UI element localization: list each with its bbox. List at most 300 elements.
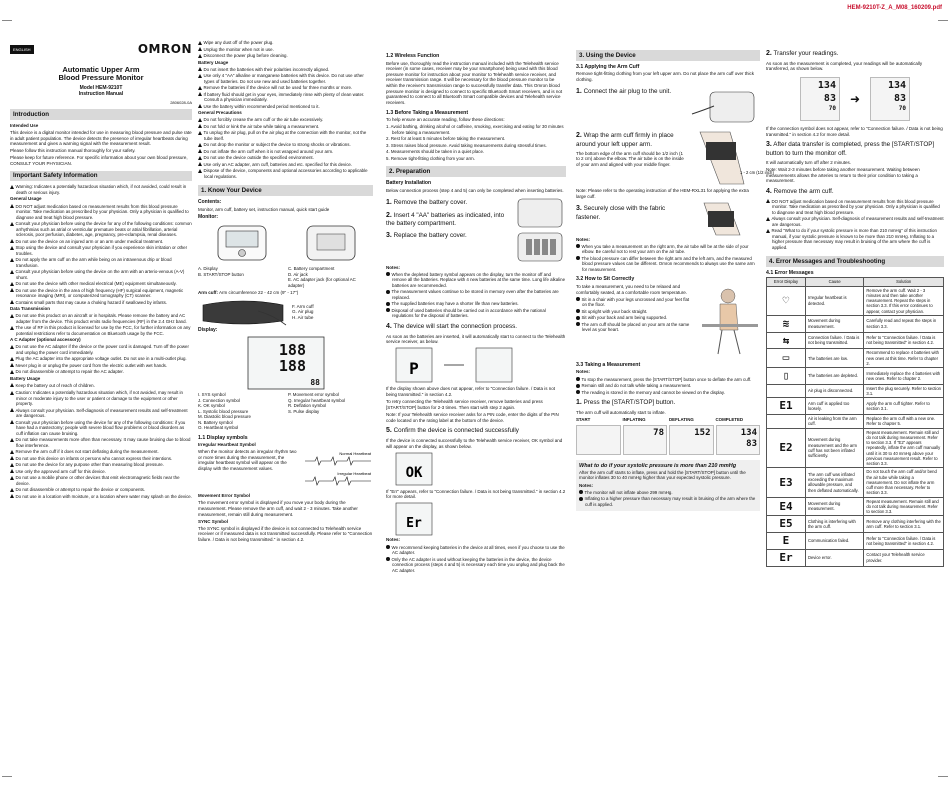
table-row [767, 533, 944, 550]
bullet-icon [576, 256, 580, 260]
battery-illustration [514, 195, 566, 265]
phase-diastolic: 83 [746, 439, 757, 450]
section-errors: 4. Error Messages and Troubleshooting [766, 256, 944, 267]
phase-panel [669, 417, 714, 457]
connection-process-display [386, 346, 556, 386]
warning-icon [10, 450, 14, 454]
ac-adapter-heading: A C Adapter (optional accessory) [10, 337, 81, 343]
power-plug-list [198, 40, 373, 59]
list-item: If battery fluid should get in your eyes, immediately rinse with plenty of clean water. Consult a physician immediately. [198, 92, 373, 103]
list-item: 5. Remove tight-fitting clothing from your arm. [386, 155, 475, 161]
phase-lcd [623, 425, 668, 455]
transfer-lcd-before: 134 83 70 [800, 77, 840, 121]
step-1: 1. Remove the battery cover. [386, 198, 468, 206]
legend-item: D. Air jack [288, 271, 308, 277]
title-line-2: Blood Pressure Monitor [58, 73, 144, 83]
applying-cuff-text: Remove tight-fitting clothing from your left upper arm. Do not place the arm cuff over thick clothing. [576, 71, 754, 82]
phase-label: DEFLATING [669, 417, 694, 423]
list-item: 1. Avoid bathing, drinking alcohol or caffeine, smoking, exercising and eating for 30 minutes before taking a measurement. [386, 124, 564, 135]
error-cause-cell: Communication failed. [805, 533, 863, 550]
col-header-cause: Cause [805, 278, 863, 286]
intro-text-2: Please follow this instruction manual thoroughly for your safety. [10, 148, 136, 154]
apply-step-1-row [576, 84, 760, 128]
list-item: Remain still and do not talk while taking a measurement. [576, 383, 760, 389]
section-using-device: 3. Using the Device [576, 50, 760, 61]
svg-text:Er: Er [406, 516, 422, 532]
warning-icon [10, 326, 14, 330]
model-number: Model HEM-9210T [79, 84, 123, 91]
warning-icon [10, 469, 14, 473]
table-row [767, 398, 944, 415]
list-item: To stop the measurement, press the [START/STOP] button once to deflate the arm cuff. [576, 377, 760, 383]
callout-notes-label: Notes: [579, 482, 594, 488]
document-code: 2806028-0A [170, 100, 192, 105]
error-cause-cell: Clothing is interfering with the arm cuff. [805, 516, 863, 533]
step-power-off: 3. After data transfer is completed, press the [START/STOP] button to turn the monitor off. [766, 141, 935, 157]
col-header-solution: Solution [864, 278, 944, 286]
list-item: Remove the batteries if the device will not be used for three months or more. [198, 85, 373, 91]
error-code-cell: E4 [767, 497, 806, 516]
warning-icon [198, 149, 202, 153]
list-item: Always consult your physician. Self-diagnosis of measurement results and self-treatment are dangerous. [766, 216, 944, 227]
title-line-1: Automatic Upper Arm [62, 65, 140, 74]
list-item: 2. Rest for at least 5 minutes before taking the measurement. [386, 136, 506, 142]
list-item: Do not use the AC adapter if the device or the power cord is damaged. Turn off the power and unplug the power cord immediately. [10, 344, 192, 355]
table-row [767, 332, 944, 349]
error-code-cell: ≋ [767, 315, 806, 332]
list-item: Stop using the device and consult your physician if you experience skin irritation or other troubles. [10, 245, 192, 256]
warning-icon [198, 41, 202, 45]
ihb-title: Irregular Heartbeat Symbol [198, 442, 256, 447]
table-row [767, 516, 944, 533]
warning-icon [198, 124, 202, 128]
seated-person-illustration [698, 284, 760, 358]
section-introduction: Introduction [10, 109, 192, 120]
phase-label: COMPLETED [715, 417, 744, 423]
legend-item: S. Pulse display [288, 408, 320, 414]
legend-item: E. AC adapter jack (for optional AC adapter) [288, 277, 356, 288]
sit-text: To take a measurement, you need to be relaxed and comfortably seated, at a comfortable room temperature. [576, 283, 688, 295]
legend-item: G. Air plug [292, 309, 314, 315]
warning-icon [198, 74, 202, 78]
intro-text-3: Please keep for future reference. For specific information about your own blood pressure, CONSULT YOUR PHYSICIAN. [10, 155, 188, 166]
post-measure-warnings [766, 199, 944, 251]
step-4-after: If the display shown above does not appear, refer to "Connection failure. / Data is not being transmitted." in section 4.2. [386, 386, 555, 397]
error-code-cell: ♡ [767, 286, 806, 315]
ac-adapter-list [10, 344, 192, 375]
table-row [767, 368, 944, 385]
list-item: Do not use the device for any purpose other than measuring blood pressure. [10, 462, 192, 468]
irregular-heartbeat-label: Irregular Heartbeat [337, 471, 371, 477]
list-item: Inflating to a higher pressure than necessary may result in bruising of the arm where the cuff is applied. [579, 496, 757, 507]
take-step-1: 1. Press the [START/STOP] button. [576, 399, 676, 406]
list-item: Do not use this device on infants or persons who cannot express their intentions. [10, 456, 192, 462]
warning-icon [10, 239, 14, 243]
warning-icon [10, 246, 14, 250]
arm-wrap-illustration [690, 128, 774, 188]
callout-notes-list [579, 490, 757, 508]
step-5-after: If "Err" appears, refer to "Connection failure. / Data is not being transmitted." in section 4.2 for more detail. [386, 488, 566, 500]
list-item: The blood pressure can differ between the right arm and the left arm, and the measured blood pressure values can be different. Omron recommends to always use the same arm for measurement. [576, 256, 760, 273]
manual-label: Instruction Manual [78, 90, 124, 97]
warning-icon [10, 420, 14, 424]
list-item: Remove the arm cuff if it does not start deflating during the measurement. [10, 449, 192, 455]
apply-step-2-note: The bottom edge of the arm cuff should be 1/2 inch (1 to 2 cm) above the elbow. The air tube is on the inside of your arm and aligned with your middle finger. [576, 150, 684, 167]
list-item: 4. Measurements should be taken in a quiet place. [386, 149, 485, 155]
cuff-parts-legend [292, 304, 314, 321]
warning-icon [766, 229, 770, 233]
warning-icon [766, 217, 770, 221]
notes-label: Notes: [386, 264, 401, 270]
error-solution-cell: Insert the plug securely. Refer to section 3.1. [864, 384, 944, 398]
step-4-note: Note: If your Telehealth service receiver asks for a PIN code, enter the digits of the PIN code located on the rating label at the bottom of the device. [386, 411, 559, 423]
list-item: Do not apply the arm cuff on the arm while being on an intravenous drip or blood transfusion. [10, 257, 192, 268]
phase-panel [716, 417, 761, 457]
table-row [767, 286, 944, 315]
error-solution-cell: Contact your Telehealth service provider. [864, 549, 944, 566]
phase-panel [623, 417, 668, 457]
measurement-notes-list [576, 377, 760, 396]
error-solution-cell: Carefully read and repeat the steps in section 3.3. [864, 315, 944, 332]
wireless-text: Before use, thoroughly read the instruction manual included with the Telehealth service receiver (in some cases, receiver may be your smartphone) being used with this blood pressure monitor for instruction about your monitor to Telehealth service receiver, and receiver transmission range. It will be necessary for the blood pressure monitor to be within the receiver's transmission range to successfully transfer data. This Omron blood pressure monitor is designed to connect to specific Bluetooth Smart receivers, and is not guaranteed to connect to all Bluetooth Smart compatible devices and Telehealth service receivers. [386, 60, 563, 105]
list-item: The monitor will not inflate above 299 mmHg. [579, 490, 757, 496]
phase-value: 78 [653, 427, 664, 438]
list-item: Sit upright with your back straight. [576, 309, 694, 315]
general-precautions-heading: General Precautions [198, 110, 242, 116]
error-solution-cell: Repeat measurement. Remain still and do not talk during measurement. Refer to section 3.3. [864, 497, 944, 516]
list-item: Contains small parts that may cause a choking hazard if swallowed by infants. [10, 300, 192, 306]
column-2 [198, 40, 373, 544]
warning-icon [10, 463, 14, 467]
sit-list [576, 297, 694, 333]
list-item: The reading is stored in the memory and cannot be viewed on the display. [576, 390, 760, 396]
list-item: Read "What to do if your systolic pressure is more than 210 mmHg" of this instruction manual, if your systolic pressure is known to be more than 210 mmHg. Inflating to a higher pressure than necessary may result in bruising of the arm where the cuff is applied. [766, 228, 944, 250]
list-item: We recommend keeping batteries in the device at all times, even if you choose to use the AC adapter. [386, 545, 566, 556]
list-item: Use only 4 "AA" alkaline or manganese batteries with this device. Do not use other types of batteries. Do not use new and used batteries together. [198, 73, 373, 84]
list-item: Consult your physician before using the device for any of the following conditions: if you have had a mastectomy; people with severe blood flow problems or blood disorders as cuff inflation can cause bruising. [10, 420, 192, 437]
phase-value: 152 [694, 427, 711, 438]
normal-heartbeat-label: Normal Heartbeat [339, 451, 371, 457]
list-item: Do not disassemble or attempt to repair the AC adapter. [10, 369, 192, 375]
error-code-cell: E3 [767, 468, 806, 497]
warning-icon [10, 222, 14, 226]
list-item: Sit in a chair with your legs uncrossed and your feet flat on the floor. [576, 297, 694, 308]
error-code-cell: ▭ [767, 349, 806, 368]
warning-icon [10, 363, 14, 367]
arm-notes-list [576, 244, 760, 273]
warning-icon [10, 345, 14, 349]
list-item: Do not use the device on an injured arm or an arm under medical treatment. [10, 239, 192, 245]
error-cause-cell: Arm cuff is applied too loosely. [805, 398, 863, 415]
legend-item: I. SYS symbol [198, 392, 226, 397]
section-safety: Important Safety Information [10, 171, 192, 182]
error-cause-cell: The batteries are depleted. [805, 368, 863, 385]
table-row [767, 468, 944, 497]
section-preparation: 2. Preparation [386, 166, 566, 177]
warning-icon [10, 314, 14, 318]
error-table [766, 277, 944, 566]
bullet-icon [386, 290, 390, 294]
intended-use-heading: Intended Use [10, 122, 39, 128]
list-item: Do not disassemble or attempt to repair the device or components. [10, 487, 192, 493]
list-item: Do not use the device in the area of high frequency (HF) surgical equipment, magnetic resonance imaging (MRI), or computerized tomography (CT) scanner. [10, 288, 192, 299]
apply-step-2-note-2: Note: Please refer to the operating instruction of the HEM-RXL31 for applying the extra large cuff. [576, 188, 749, 199]
battery-usage-list [198, 67, 373, 110]
legend-item [198, 277, 283, 288]
warning-icon [10, 357, 14, 361]
svg-text:P: P [409, 359, 419, 379]
list-item: The supplied batteries may have a shorter life than new batteries. [386, 301, 566, 307]
list-item: Disposal of used batteries should be carried out in accordance with the national regulations for the disposal of batteries. [386, 308, 566, 319]
legend-item: O. Heartbeat symbol [198, 425, 239, 430]
legend-item: R. Deflation symbol [288, 403, 327, 408]
transfer-displays [766, 75, 944, 123]
warning-icon [198, 47, 202, 51]
callout-title: What to do if your systolic pressure is more than 210 mmHg [579, 462, 737, 469]
list-item: Plug the AC adapter into the appropriate voltage outlet. Do not use in a multi-outlet plug. [10, 356, 192, 362]
error-cause-cell: Device error. [805, 549, 863, 566]
warning-icon [10, 185, 14, 189]
list-item: Only the AC adapter is used without keeping the batteries in the device, the device connection process (steps 4 and 5) is necessary each time you unplug and plug back the AC adapter. [386, 557, 566, 574]
arm-cuff-illustration [198, 297, 288, 327]
battery-installation-text: Below connection process (step 4 and 5) can only be completed when inserting batteries. [386, 187, 564, 193]
table-row [767, 549, 944, 566]
column-4 [576, 50, 774, 511]
transfer-lcd-after: 134 83 70 [870, 77, 910, 121]
display-parts-legend [198, 392, 373, 431]
error-solution-cell: Do not touch the arm cuff and/or bend the air tube while taking a measurement. Do not inflate the arm cuff more than necessary. Refer to section 3.3. [864, 468, 944, 497]
notes-label-3: Notes: [576, 236, 591, 242]
contents-label: Contents: [198, 199, 222, 205]
err-display [386, 501, 446, 537]
bullet-icon [576, 244, 580, 248]
column-3 [386, 50, 566, 574]
battery-usage-heading: Battery Usage [10, 375, 41, 381]
error-solution-cell: Refer to "Connection failure. / Data is not being transmitted" in section 4.2. [864, 332, 944, 349]
list-item: Never plug in or unplug the power cord from the electric outlet with wet hands. [10, 363, 192, 369]
display-label: Display: [198, 327, 218, 334]
transfer-text: As soon as the measurement is completed, your readings will be automatically transferred, as shown below. [766, 60, 923, 72]
battery-installation-heading: Battery Installation [386, 179, 432, 186]
list-item: Dispose of the device, components and optional accessories according to applicable local regulations. [198, 168, 373, 179]
warning-icon [198, 86, 202, 90]
svg-text:OK: OK [405, 464, 423, 481]
crop-mark [938, 20, 948, 30]
list-item: Do not use this product on an aircraft or in hospitals. Please remove the battery and AC adapter from the device. This product emits radio frequencies (RF) in the 2.4 GHz band. [10, 313, 192, 324]
list-item: When the depleted battery symbol appears on the display, turn the monitor off and remove all the batteries. Replace with 4 new batteries at the same time. Long life alkaline batteries are recommended. [386, 272, 566, 289]
omron-logo: OMRON [137, 41, 192, 56]
list-item: The use of RF in this product is licensed for use by the FCC, for further information on any potential restrictions refer to documentation on Bluetooth usage by the FCC. [10, 325, 192, 336]
bullet-icon [386, 557, 390, 561]
error-cause-cell: The arm cuff was inflated exceeding the maximum allowable pressure, and then deflated automatically. [805, 468, 863, 497]
warning-icon [198, 104, 202, 108]
caution-definition: Caution: Indicates a potentially hazardous situation which, if not avoided, may result in minor or moderate injury to the user or patient or damage to the equipment or other property. [10, 390, 192, 407]
error-solution-cell: Recommend to replace 4 batteries with new ones at this time. Refer to chapter 2. [864, 349, 944, 368]
error-code-cell: E [767, 533, 806, 550]
notes-label-4: Notes: [576, 369, 591, 375]
warning-icon [198, 162, 202, 166]
error-code-cell [767, 384, 806, 398]
legend-item: P. Movement error symbol [288, 392, 339, 397]
warning-icon [10, 258, 14, 262]
warning-icon [10, 408, 14, 412]
warning-icon [198, 67, 202, 71]
ac-notes-list [386, 545, 566, 574]
general-usage-heading: General Usage [10, 196, 42, 202]
notes-label-2: Notes: [386, 537, 401, 543]
list-item: Consult your physician before using the device for any of the following conditions: common arrhythmias such as atrial or ventricular premature beats or atrial fibrillation, arterial sclerosis, poor perfusion, diabetes, age, pregnancy, pre-eclampsia, renal diseases. [10, 221, 192, 238]
warning-icon [198, 118, 202, 122]
warning-definition: Warning: Indicates a potentially hazardous situation which, if not avoided, could result in death or serious injury. [10, 184, 192, 195]
heartbeat-chart [303, 449, 373, 493]
list-item: Do not insert the batteries with their polarities incorrectly aligned. [198, 67, 373, 73]
list-item: Use only an AC adapter, arm cuff, batteries and etc. specified for this device. [198, 162, 373, 168]
warning-icon [198, 54, 202, 58]
error-messages-heading: 4.1 Error Messages [766, 269, 814, 276]
step-5-text: If the device is connected successfully to the Telehealth service receiver, OK symbol and will appear on the display, as shown below. [386, 437, 563, 449]
error-cause-cell: Irregular heartbeat is detected. [805, 286, 863, 315]
crop-mark [938, 767, 948, 777]
data-transmission-list [10, 313, 192, 336]
phase-lcd [669, 425, 714, 455]
list-item: Disconnect the power plug before cleaning. [198, 53, 373, 59]
monitor-front-illustration [212, 222, 272, 264]
error-solution-cell: Apply the arm cuff tighter. Refer to section 3.1. [864, 398, 944, 415]
display-diagram [246, 335, 326, 391]
list-item: Sit with your back and arm being supported. [576, 315, 694, 321]
error-code-cell: Er [767, 549, 806, 566]
phase-value: 134 [740, 427, 757, 438]
warning-icon [198, 143, 202, 147]
warning-icon [198, 131, 202, 135]
take-step-1-sub: The arm cuff will automatically start to inflate. [576, 409, 666, 415]
legend-item: L. Systolic blood pressure [198, 408, 249, 414]
monitor-figure [198, 222, 373, 264]
warning-icon [10, 300, 14, 304]
warning-icon [10, 494, 14, 498]
apply-step-1: 1. Connect the air plug to the unit. [576, 88, 672, 95]
data-transmission-heading: Data Transmission [10, 306, 51, 311]
sit-row [576, 284, 760, 358]
warning-list [10, 204, 192, 306]
legend-item: F. Arm cuff [292, 303, 314, 309]
before-measurement-text: To help ensure an accurate reading, follow these directions: [386, 117, 505, 122]
list-item: Do not take measurements more often than necessary. It may cause bruising due to blood flow interference. [10, 437, 192, 448]
legend-item [288, 425, 373, 431]
phase-label: START [576, 417, 591, 423]
list-item: Do not use in a location with moisture, or a location where water may splash on the device. [10, 494, 192, 500]
column-1 [10, 40, 192, 500]
error-code-cell [767, 415, 806, 429]
phase-panel [576, 417, 621, 457]
legend-item: J. Connection symbol [198, 397, 240, 403]
bullet-icon [576, 390, 580, 394]
step-4-text: As soon as the batteries are inserted, it will automatically start to connect to the Telehealth service receiver, as below. [386, 333, 566, 345]
bullet-icon [576, 297, 580, 301]
list-item: Do not use the device with other medical electrical (ME) equipment simultaneously. [10, 281, 192, 287]
high-pressure-callout [576, 460, 760, 511]
list-item: The measurement values continue to be stored in memory even after the batteries are replaced. [386, 289, 566, 300]
monitor-parts-legend [198, 266, 373, 288]
step-2: 2. Insert 4 "AA" batteries as indicated, into the battery compartment. [386, 211, 505, 228]
legend-item: M. Diastolic blood pressure [198, 414, 251, 419]
bullet-icon [579, 490, 583, 494]
apply-step-3: 3. Securely close with the fabric fastener. [576, 204, 666, 221]
ihb-row [198, 449, 373, 493]
warning-icon [10, 288, 14, 292]
contents-text: Monitor, arm cuff, battery set, instruction manual, quick start guide [198, 206, 330, 212]
error-code-cell: ⇆ [767, 332, 806, 349]
bullet-icon [386, 302, 390, 306]
callout-text: After the arm cuff starts to inflate, press and hold the [START/STOP] button until the monitor inflates 30 to 40 mmHg higher than your expected systolic pressure. [579, 469, 746, 481]
language-tab: ENGLISH [10, 45, 34, 54]
list-item: To unplug the air plug, pull on the air plug at the connection with the monitor, not the tube itself. [198, 130, 373, 141]
power-off-note: Note: Wait 2-3 minutes before taking another measurement. Waiting between measurements allows the arteries to return to their prior condition to taking a measurement. [766, 166, 920, 184]
battery-notes-list [386, 272, 566, 319]
ihb-text: When the monitor detects an irregular rhythm two or more times during the measurement, the irregular heartbeat symbol will appear on the display with the measurement values. [198, 449, 297, 471]
fastener-illustration [690, 201, 760, 237]
section-know-your-device: 1. Know Your Device [198, 185, 373, 196]
warning-icon [10, 488, 14, 492]
error-code-cell: E1 [767, 398, 806, 415]
error-cause-cell: Movement during measurement. [805, 315, 863, 332]
measurement-phases [576, 417, 760, 457]
error-code-cell: E5 [767, 516, 806, 533]
warning-icon [10, 476, 14, 480]
bullet-icon [576, 322, 580, 326]
step-4-after-2: To retry connecting the Telehealth service receiver, remove batteries and press [START/STOP] button for 2-3 times. Then start with step 2 again. [386, 399, 543, 410]
warning-icon [10, 438, 14, 442]
step-3: 3. Replace the battery cover. [386, 232, 467, 240]
legend-item: K. OK symbol [198, 403, 225, 408]
warning-icon [766, 199, 770, 203]
list-item: Use the battery within recommended period mentioned to it. [198, 104, 373, 110]
before-measurement-list [386, 124, 566, 161]
svg-text:88: 88 [309, 378, 320, 387]
intended-use-text: This device is a digital monitor intended for use in measuring blood pressure and pulse rate in adult patient population. The device detects the presence of irregular heartbeats during measurement and gives a warning signal with the measurement result. [10, 129, 192, 147]
list-item: Unplug the monitor when not in use. [198, 47, 373, 53]
legend-item: N. Battery symbol [198, 419, 233, 425]
error-cause-cell: Connection failure. / Data is not being transmitted. [805, 332, 863, 349]
wireless-heading: 1.2 Wireless Function [386, 53, 440, 59]
bullet-icon [386, 308, 390, 312]
error-cause-cell: Movement during measurement. [805, 497, 863, 516]
movement-title: Movement Error Symbol [198, 493, 251, 499]
legend-item: C. Battery compartment [288, 266, 335, 272]
sync-title: SYNC Symbol [198, 518, 229, 524]
title-block [10, 66, 192, 105]
sit-correctly-heading: 3.2 How to Sit Correctly [576, 276, 635, 283]
error-cause-cell: Movement during measurement and the arm cuff has not been inflated sufficiently. [805, 428, 863, 468]
connection-ok-display [386, 451, 556, 489]
apply-step-2-row [576, 128, 774, 188]
step-1-row [386, 195, 566, 265]
list-item: When you take a measurement on the right arm, the air tube will be at the side of your elbow. Be careful not to rest your arm on the air tube. [576, 244, 760, 255]
phase-lcd [576, 425, 621, 455]
legend-item: Q. Irregular heartbeat symbol [288, 397, 346, 403]
warning-icon [10, 383, 14, 387]
legend-item: A. Display [198, 266, 218, 272]
before-measurement-heading: 1.3 Before Taking a Measurement [386, 109, 469, 116]
list-item: DO NOT adjust medication based on measurement results from this blood pressure monitor. Take medication as prescribed by your physician. Only a physician is qualified to diagnose and treat high blood pressure. [10, 204, 192, 221]
warning-icon [10, 204, 14, 208]
applying-cuff-heading: 3.1 Applying the Arm Cuff [576, 63, 640, 70]
table-row [767, 315, 944, 332]
error-solution-cell: Remove the arm cuff. Wait 2 - 3 minutes and then take another measurement. Repeat the steps in section 3.3. If this error continues to appear, contact your physician. [864, 286, 944, 315]
crop-mark [2, 20, 12, 30]
general-precautions-list [198, 117, 373, 179]
battery-usage-heading-2: Battery Usage [198, 59, 229, 65]
